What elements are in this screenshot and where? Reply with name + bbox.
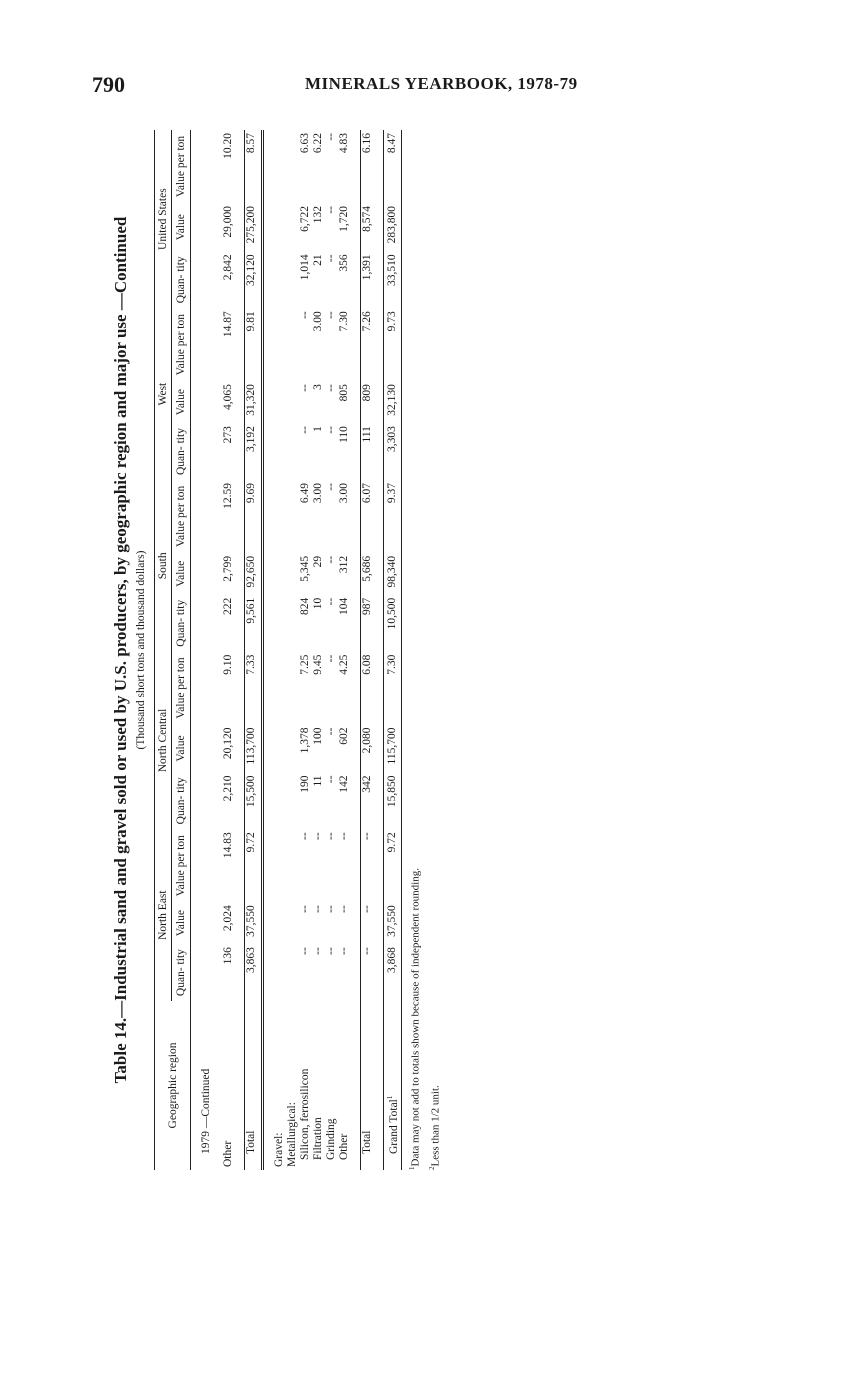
book-title: MINERALS YEARBOOK, 1978-79 [305, 74, 578, 93]
rotated-table-block [110, 130, 490, 1170]
table-cell: 3.00 [312, 311, 324, 332]
row-label: Other [222, 1140, 234, 1167]
footnote: $^1$Data may not add to totals shown because of independent rounding. [407, 868, 422, 1170]
table-cell: 283,800 [384, 203, 402, 251]
table-cell: 9.69 [245, 480, 259, 553]
table-cell: 9.45 [312, 654, 324, 675]
table-cell: -- [325, 206, 337, 214]
table-cell: 6.07 [361, 480, 375, 553]
group-header: North Central [155, 652, 172, 830]
table-cell: 14.87 [222, 311, 234, 338]
group-header: South [155, 480, 172, 652]
table-cell: 6.49 [299, 482, 311, 504]
group-header: West [155, 308, 172, 480]
page-number: 790 [92, 72, 125, 97]
table-cell: 6.08 [361, 652, 375, 725]
table-cell: 8.57 [245, 130, 259, 203]
table-cell: -- [325, 133, 337, 141]
table-cell: 111 [361, 423, 375, 480]
row-label: Silicon, ferrosilicon [299, 1068, 311, 1160]
table-cell: 805 [338, 384, 350, 402]
table-cell: 113,700 [245, 725, 259, 773]
table-cell: 4.25 [338, 654, 350, 675]
table-cell: -- [325, 384, 337, 392]
row-header: Geographic region [155, 1001, 191, 1170]
table-cell: -- [325, 727, 337, 736]
table-cell: -- [361, 829, 375, 902]
table-cell: 33,510 [384, 251, 402, 308]
group-header: United States [155, 130, 172, 308]
table-cell: 7.25 [299, 654, 311, 675]
table-cell: 7.30 [338, 311, 350, 332]
table-cell: 6.22 [312, 133, 324, 154]
subcol-header: Quan- tity [172, 423, 191, 480]
table-cell: -- [299, 832, 311, 840]
table-cell: 8.47 [384, 130, 402, 203]
table-cell: -- [325, 426, 337, 434]
table-cell: 9.72 [384, 829, 402, 902]
table-cell: 5,345 [299, 555, 311, 582]
table-cell: 273 [222, 426, 234, 444]
subcol-header: Value [172, 553, 191, 595]
subcol-header: Value per ton [172, 308, 191, 381]
table-cell: 2,799 [222, 555, 234, 582]
table-cell: 4.83 [338, 133, 350, 154]
table-cell: 14.83 [222, 832, 234, 859]
table-cell: -- [325, 654, 337, 663]
table-cell: -- [299, 905, 311, 913]
table-cell: 9.81 [245, 308, 259, 381]
subcol-header: Quan- tity [172, 944, 191, 1001]
subcol-header: Quan- tity [172, 772, 191, 829]
row-label: Other [338, 1133, 350, 1160]
table-cell: 3,303 [384, 423, 402, 480]
table-cell: -- [325, 482, 337, 491]
table-row [245, 130, 259, 1170]
table-cell: 3,868 [384, 944, 402, 1001]
table-row [338, 130, 351, 1170]
table-cell: 987 [361, 595, 375, 652]
table-cell: 15,850 [384, 772, 402, 829]
table-cell: -- [361, 944, 375, 1001]
table-cell: 1,720 [338, 206, 350, 232]
subcol-header: Value [172, 203, 191, 251]
table-cell: -- [299, 947, 311, 955]
footnote: $^2$Less than 1/2 unit. [428, 1085, 443, 1170]
table-row [361, 130, 375, 1170]
table-cell: 5,686 [361, 553, 375, 595]
group-header: North East [155, 829, 172, 1001]
row-label: Filtration [312, 1117, 324, 1160]
table-cell: 6.16 [361, 130, 375, 203]
subcol-header: Value [172, 381, 191, 423]
section-label: 1979 —Continued [200, 1068, 212, 1154]
table-cell: 356 [338, 254, 350, 272]
table-cell: 824 [299, 597, 311, 616]
table-cell: -- [325, 905, 337, 913]
table-cell: 10.20 [222, 133, 234, 159]
table-cell: -- [361, 902, 375, 944]
subcol-header: Value [172, 725, 191, 773]
table-cell: 1,378 [299, 727, 311, 754]
table-cell: -- [299, 426, 311, 434]
table-cell: 104 [338, 597, 350, 616]
table-cell: -- [325, 597, 337, 606]
table-cell: 10 [312, 597, 324, 610]
table-cell: 1 [312, 426, 324, 432]
table-row [384, 130, 402, 1170]
table-cell: 37,550 [384, 902, 402, 944]
table-cell: 2,024 [222, 905, 234, 932]
table-cell: 98,340 [384, 553, 402, 595]
table-cell: 10,500 [384, 595, 402, 652]
table-cell: 342 [361, 772, 375, 829]
row-label: Grinding [325, 1118, 337, 1160]
table-cell: 809 [361, 381, 375, 423]
table-cell: 190 [299, 775, 311, 793]
table-cell: 32,130 [384, 381, 402, 423]
table-cell: -- [325, 775, 337, 784]
table-cell: 115,700 [384, 725, 402, 773]
table-cell: 29,000 [222, 206, 234, 238]
table-cell: 11 [312, 775, 324, 787]
table-cell: -- [312, 947, 324, 955]
table-cell: 15,500 [245, 772, 259, 829]
table-cell: 3.00 [338, 482, 350, 504]
subcol-header: Value per ton [172, 829, 191, 902]
table-cell: 9.37 [384, 480, 402, 553]
table-cell: 3 [312, 384, 324, 390]
table-cell: -- [312, 905, 324, 913]
table-cell: 6.63 [299, 133, 311, 154]
table-cell: 32,120 [245, 251, 259, 308]
table-cell: 275,200 [245, 203, 259, 251]
subcol-header: Quan- tity [172, 595, 191, 652]
table-cell: 2,080 [361, 725, 375, 773]
table-cell: 132 [312, 206, 324, 224]
subcol-header: Value per ton [172, 652, 191, 725]
table-cell: 222 [222, 597, 234, 616]
gravel-label: Gravel: [273, 1132, 285, 1167]
table-subtitle: (Thousand short tons and thousand dollars) [135, 550, 147, 750]
subcol-header: Quan- tity [172, 251, 191, 308]
table-cell: 312 [338, 555, 350, 574]
table-cell: -- [338, 947, 350, 955]
table-cell: 8,574 [361, 203, 375, 251]
table-cell: 9,561 [245, 595, 259, 652]
table-cell: -- [338, 832, 350, 840]
table-cell: -- [325, 555, 337, 564]
table-cell: 20,120 [222, 727, 234, 760]
table-cell: 3,863 [245, 944, 259, 1001]
metallurgical-label: Metallurgical: [286, 1102, 298, 1167]
table-cell: -- [299, 384, 311, 392]
table-cell: 110 [338, 426, 350, 443]
table-cell: 9.72 [245, 829, 259, 902]
table-cell: 1,391 [361, 251, 375, 308]
table-cell: 7.30 [384, 652, 402, 725]
subcol-header: Value per ton [172, 480, 191, 553]
table-cell: -- [325, 947, 337, 955]
table-cell: 100 [312, 727, 324, 745]
row-label: Total [245, 1001, 259, 1170]
table-cell: -- [325, 254, 337, 263]
table-cell: 1,014 [299, 254, 311, 281]
table-cell: 21 [312, 254, 324, 266]
table-row [325, 130, 338, 1170]
table-cell: 6,722 [299, 206, 311, 232]
table-cell: 136 [222, 947, 234, 965]
table-cell: -- [338, 905, 350, 913]
table-row [222, 130, 235, 1170]
table-cell: -- [325, 311, 337, 319]
subcol-header: Value per ton [172, 130, 191, 203]
row-label: Total [361, 1001, 375, 1170]
table-cell: 29 [312, 555, 324, 568]
table-cell: 92,650 [245, 553, 259, 595]
table-cell: -- [299, 311, 311, 319]
table-row [312, 130, 325, 1170]
table-cell: -- [312, 832, 324, 840]
table-cell: 2,210 [222, 775, 234, 802]
table-cell: 142 [338, 775, 350, 793]
table-cell: 31,320 [245, 381, 259, 423]
subcol-header: Value [172, 902, 191, 944]
table-cell: -- [325, 832, 337, 840]
table-cell: 3.00 [312, 482, 324, 504]
table-cell: 7.33 [245, 652, 259, 725]
table-cell: 7.26 [361, 308, 375, 381]
table-cell: 9.73 [384, 308, 402, 381]
row-label: Grand Total$^1$ [384, 1001, 402, 1170]
table-cell: 4,065 [222, 384, 234, 410]
data-table [154, 130, 402, 1170]
table-title: Table 14.—Industrial sand and gravel sold or used by U.S. producers, by geographic region and major use —Continued [111, 216, 130, 1084]
table-cell: 3,192 [245, 423, 259, 480]
table-cell: 12.59 [222, 482, 234, 509]
table-cell: 37,550 [245, 902, 259, 944]
table-cell: 602 [338, 727, 350, 745]
table-row [299, 130, 312, 1170]
table-cell: 2,842 [222, 254, 234, 281]
table-cell: 9.10 [222, 654, 234, 675]
